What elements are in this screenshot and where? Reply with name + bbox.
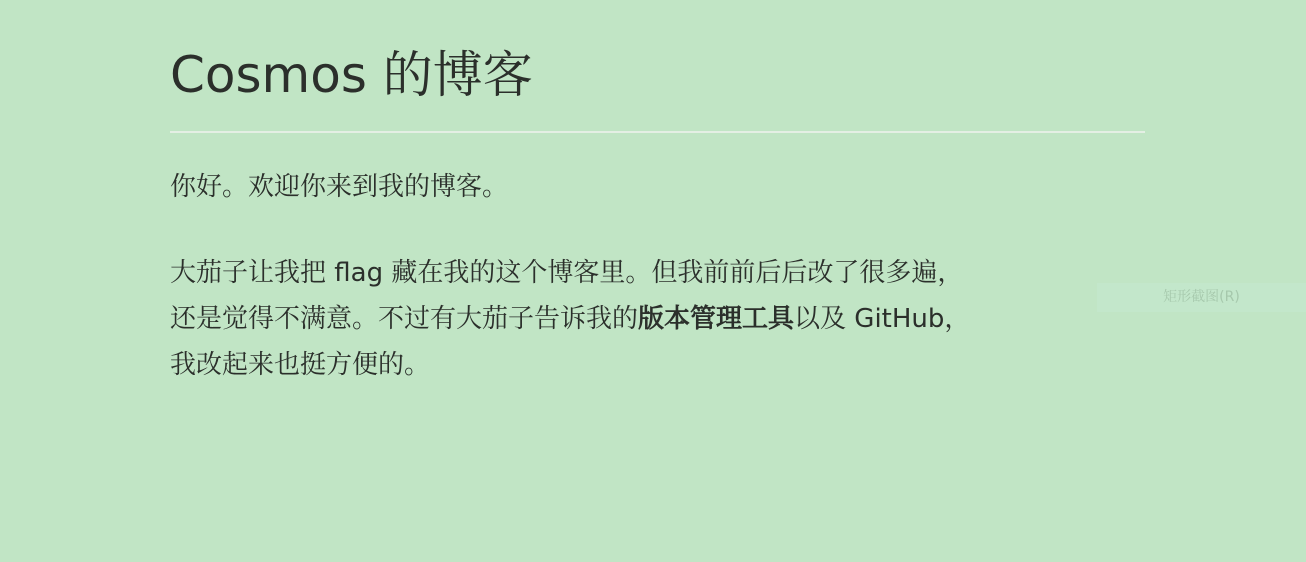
paragraph-line-1: 大茄子让我把 flag 藏在我的这个博客里。但我前前后后改了很多遍， xyxy=(170,258,964,288)
paragraph-line-2-start: 还是觉得不满意。不过有大茄子告诉我的 xyxy=(170,304,639,334)
paragraph-line-2-end: 以及 GitHub， xyxy=(794,304,971,334)
blog-paragraph xyxy=(170,250,1145,388)
greeting-text: 你好。欢迎你来到我的博客。 xyxy=(170,172,509,202)
paragraph-line-3: 我改起来也挺方便的。 xyxy=(170,350,431,380)
paragraph-line-2 xyxy=(170,296,1145,342)
version-control-emphasis: 版本管理工具 xyxy=(638,304,795,334)
blog-content xyxy=(170,0,1145,388)
screenshot-tool-tooltip: 矩形截图(R) xyxy=(1097,283,1306,312)
title-divider xyxy=(170,131,1145,133)
page-title: Cosmos 的博客 xyxy=(170,46,533,104)
